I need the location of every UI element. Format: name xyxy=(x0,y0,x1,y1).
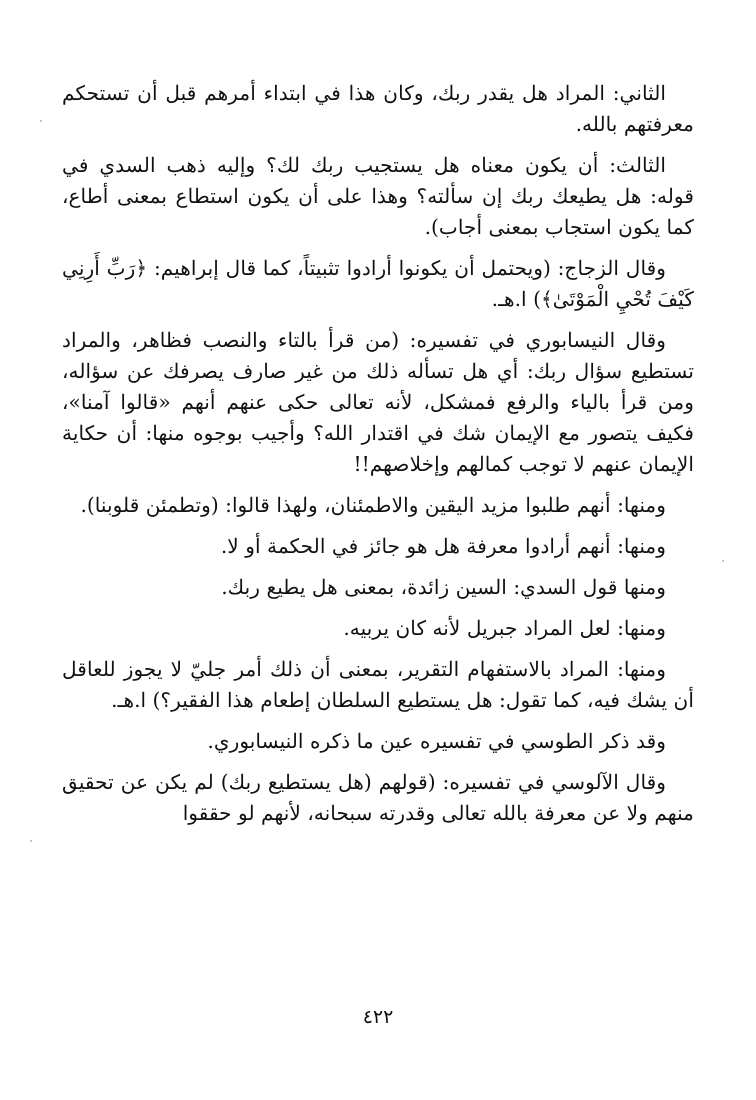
paragraph-9: ومنها: المراد بالاستفهام التقرير، بمعنى أن ذلك أمر جليّ لا يجوز للعاقل أن يشك فيه، كما تقول: هل يستطيع السلطان إطعام هذا الفقير؟) ا.هـ. xyxy=(62,657,694,712)
paragraph-8: ومنها: لعل المراد جبريل لأنه كان يربيه. xyxy=(343,616,666,640)
document-page xyxy=(62,78,694,1068)
scan-speck xyxy=(722,560,724,562)
paragraph-3: وقال الزجاج: (ويحتمل أن يكونوا أرادوا تثبيتاً، كما قال إبراهيم: ﴿رَبِّ أَرِنِي كَيْفَ تُحْيِ الْمَوْتَىٰ﴾) ا.هـ. xyxy=(62,256,694,311)
scan-speck xyxy=(30,840,32,842)
paragraph-4: وقال النيسابوري في تفسيره: (من قرأ بالتاء والنصب فظاهر، والمراد تستطيع سؤال ربك: أي هل تسأله ذلك من غير صارف يصرفك عن سؤاله، ومن قرأ بالياء والرفع فمشكل، لأنه تعالى حكى عنهم أنهم «قالوا آمنا»، فكيف يتصور مع الإيمان شك في اقتدار الله؟ وأجيب بوجوه منها: أن حكاية الإيمان عنهم لا توجب كمالهم وإخلاصهم!! xyxy=(62,328,694,476)
paragraph-7: ومنها قول السدي: السين زائدة، بمعنى هل يطيع ربك. xyxy=(221,575,666,599)
page-number: ٤٢٢ xyxy=(362,1006,394,1028)
scan-speck xyxy=(40,120,42,122)
paragraph-2: الثالث: أن يكون معناه هل يستجيب ربك لك؟ وإليه ذهب السدي في قوله: هل يطيعك ربك إن سألته؟ وهذا على أن يكون استطاع بمعنى أطاع، كما يكون استجاب بمعنى أجاب). xyxy=(62,153,694,239)
paragraph-1: الثاني: المراد هل يقدر ربك، وكان هذا في ابتداء أمرهم قبل أن تستحكم معرفتهم بالله. xyxy=(62,81,694,136)
paragraph-5: ومنها: أنهم طلبوا مزيد اليقين والاطمئنان، ولهذا قالوا: (وتطمئن قلوبنا). xyxy=(80,493,666,517)
paragraph-11: وقال الآلوسي في تفسيره: (قولهم (هل يستطيع ربك) لم يكن عن تحقيق منهم ولا عن معرفة بالله تعالى وقدرته سبحانه، لأنهم لو حققوا xyxy=(62,770,694,825)
paragraph-6: ومنها: أنهم أرادوا معرفة هل هو جائز في الحكمة أو لا. xyxy=(220,534,666,558)
paragraph-10: وقد ذكر الطوسي في تفسيره عين ما ذكره النيسابوري. xyxy=(207,729,666,753)
